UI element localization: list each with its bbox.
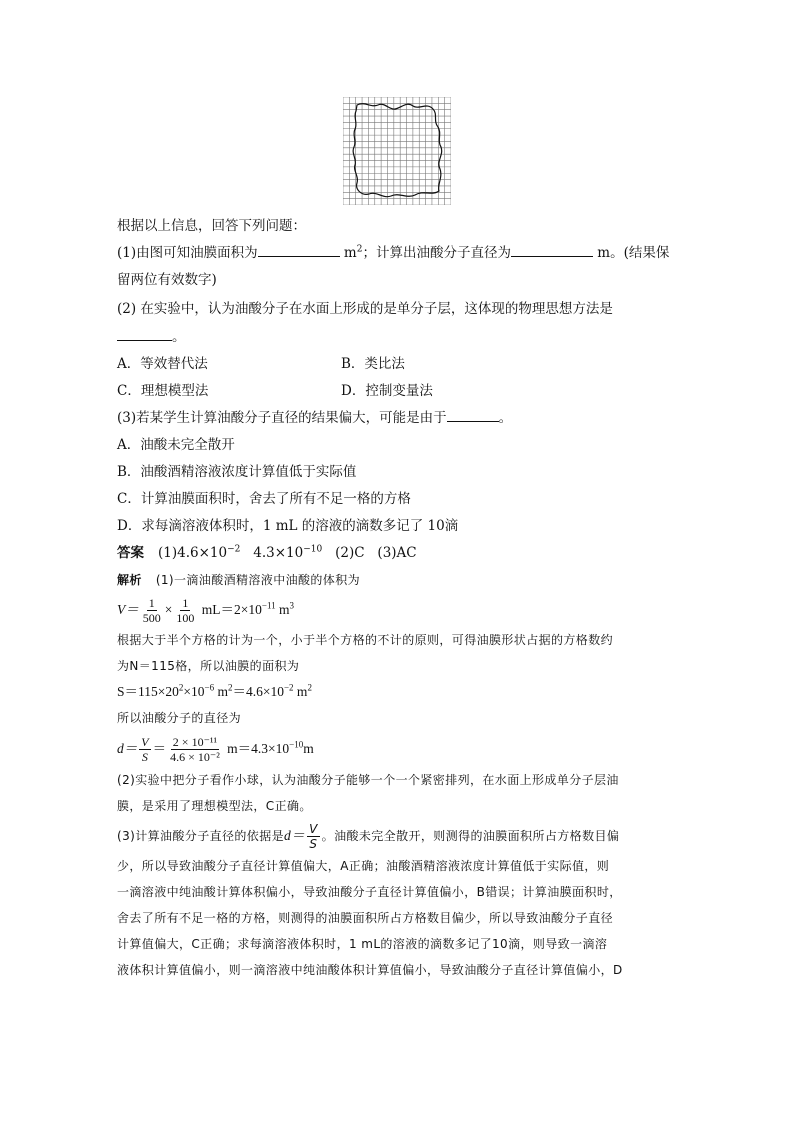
analysis-l7b: 。油酸未完全散开，则测得的油膜面积所占方格数目偏 xyxy=(321,829,620,843)
equation-diameter xyxy=(117,731,685,767)
q3-option-c[interactable]: C．计算油膜面积时，舍去了所有不足一格的方格 xyxy=(117,491,411,507)
eqV-frac-2 xyxy=(174,596,196,625)
eqd-rhs-sup: −10 xyxy=(289,739,304,750)
question-1-line-1 xyxy=(117,240,685,267)
q3-option-a[interactable]: A．油酸未完全散开 xyxy=(117,437,235,453)
analysis-l7-lhs: d＝ xyxy=(284,828,306,843)
question-content xyxy=(117,213,685,983)
eqV-times: × xyxy=(164,602,173,617)
eqV-f1-num: 1 xyxy=(148,596,155,611)
answer-p3: (2)C xyxy=(335,545,365,561)
eqd-rhs: m＝4.3×10 xyxy=(227,741,290,756)
eqS-d-sup: −2 xyxy=(283,682,294,693)
q2-option-c[interactable]: C．理想模型法 xyxy=(117,383,209,399)
eqV-unit: m xyxy=(279,602,290,617)
q3-option-b[interactable]: B．油酸酒精溶液浓度计算值低于实际值 xyxy=(117,464,357,480)
question-intro: 根据以上信息，回答下列问题： xyxy=(117,218,306,234)
oil-film-outline xyxy=(353,104,442,197)
q1-text-a: (1)由图可知油膜面积为 xyxy=(117,245,258,261)
question-2-line-2 xyxy=(117,324,685,351)
analysis-l7-num: V xyxy=(309,822,318,836)
q2-option-d[interactable]: D．控制变量法 xyxy=(341,383,433,399)
q2-option-b[interactable]: B．类比法 xyxy=(341,356,405,372)
eqV-f2-den: 100 xyxy=(176,611,195,626)
q3-end: 。 xyxy=(498,410,513,426)
question-2-options-row-2 xyxy=(117,378,685,405)
eqd-f1-den: S xyxy=(141,750,148,765)
analysis-l1: (1)一滴油酸酒精溶液中油酸的体积为 xyxy=(155,573,361,587)
analysis-line-10: 舍去了所有不足一格的方格，则测得的油膜面积所占方格数目偏少，所以导致油酸分子直径 xyxy=(117,911,614,925)
eqd-f2-den: 4.6 × 10⁻² xyxy=(170,750,220,765)
analysis-l7-den: S xyxy=(309,837,318,851)
eqS-d: ＝4.6×10 xyxy=(232,684,284,699)
eqS-e: m xyxy=(296,684,308,699)
eqd-frac-2 xyxy=(168,735,222,764)
answer-label: 答案 xyxy=(117,545,144,561)
eqV-lhs: V＝ xyxy=(117,602,139,617)
analysis-line-5: (2)实验中把分子看作小球，认为油酸分子能够一个一个紧密排列，在水面上形成单分子层油 xyxy=(117,773,619,787)
answer-blank-q3 xyxy=(447,408,499,422)
analysis-line-3: 为N＝115格，所以油膜的面积为 xyxy=(117,659,300,673)
eqS-a: S＝115×20 xyxy=(117,684,179,699)
eqd-unit: m xyxy=(303,741,314,756)
answer-p4: (3)AC xyxy=(377,545,417,561)
q3-stem-text: (3)若某学生计算油酸分子直径的结果偏大，可能是由于 xyxy=(117,410,447,426)
answer-p1-sup: −2 xyxy=(227,544,241,555)
eqd-f1-num: V xyxy=(141,735,149,750)
q1-unit-area-sup: 2 xyxy=(356,244,363,255)
q1-text-d: m。(结果保 xyxy=(597,245,670,261)
question-1-line-2: 留两位有效数字) xyxy=(117,272,217,288)
equation-area xyxy=(117,679,685,705)
analysis-line-8: 少，所以导致油酸分子直径计算值偏大，A正确；油酸酒精溶液浓度计算值低于实际值，则 xyxy=(117,859,610,873)
analysis-line-1 xyxy=(117,567,685,593)
analysis-line-2: 根据大于半个方格的计为一个，小于半个方格的不计的原则，可得油膜形状占据的方格数约 xyxy=(117,633,614,647)
q2-option-a[interactable]: A．等效替代法 xyxy=(117,356,208,372)
eqS-c: m xyxy=(217,684,228,699)
q1-unit-area: m xyxy=(343,245,357,261)
question-2-line-1: (2) 在实验中，认为油酸分子在水面上形成的是单分子层，这体现的物理思想方法是 xyxy=(117,301,613,317)
q1-text-c: ；计算出油酸分子直径为 xyxy=(362,245,511,261)
answer-p2-sup: −10 xyxy=(303,544,323,555)
analysis-line-7 xyxy=(117,819,685,853)
eqV-f2-num: 1 xyxy=(182,596,189,611)
analysis-line-6: 膜，是采用了理想模型法，C正确。 xyxy=(117,799,312,813)
eqd-eq: ＝ xyxy=(152,741,167,756)
eqV-f1-den: 500 xyxy=(142,611,161,626)
oil-film-grid-figure xyxy=(343,97,451,205)
analysis-l7a: (3)计算油酸分子直径的依据是 xyxy=(117,829,284,843)
answer-p1: (1)4.6×10 xyxy=(158,545,228,561)
eqS-b: ×10 xyxy=(183,684,205,699)
q2-end: 。 xyxy=(172,329,186,345)
q3-option-d[interactable]: D．求每滴溶液体积时，1 mL 的溶液的滴数多记了 10滴 xyxy=(117,518,459,534)
eqd-f2-num: 2 × 10⁻¹¹ xyxy=(172,735,218,750)
eqV-frac-1 xyxy=(141,596,163,625)
eqV-rhs-sup: −11 xyxy=(261,600,276,611)
answer-blank-q2 xyxy=(117,327,172,341)
analysis-label: 解析 xyxy=(117,573,142,587)
eqV-rhs: mL＝2×10 xyxy=(201,602,262,617)
question-3-stem xyxy=(117,405,685,432)
eqd-frac-1 xyxy=(139,735,150,764)
answer-blank-area xyxy=(258,243,340,257)
analysis-line-12: 液体积计算值偏小，则一滴溶液中纯油酸体积计算值偏小，导致油酸分子直径计算值偏小，D xyxy=(117,963,623,977)
analysis-line-11: 计算值偏大，C正确；求每滴溶液体积时，1 mL的溶液的滴数多记了10滴，则导致一滴溶 xyxy=(117,937,608,951)
answer-blank-diameter xyxy=(511,243,593,257)
eqS-c-sup: 2 xyxy=(227,682,233,693)
analysis-l7-frac xyxy=(307,822,320,851)
analysis-line-9: 一滴溶液中纯油酸计算体积偏小，导致油酸分子直径计算值偏小，B错误；计算油膜面积时， xyxy=(117,885,622,899)
eqd-lhs: d＝ xyxy=(117,741,138,756)
question-2-options-row-1 xyxy=(117,351,685,378)
eqS-e-sup: 2 xyxy=(307,682,312,693)
eqS-b-sup: −6 xyxy=(204,682,215,693)
eqV-unit-sup: 3 xyxy=(289,600,295,611)
answer-line xyxy=(117,540,685,567)
analysis-line-4: 所以油酸分子的直径为 xyxy=(117,711,242,725)
eqS-a-sup: 2 xyxy=(178,682,184,693)
answer-p2: 4.3×10 xyxy=(253,545,304,561)
equation-volume xyxy=(117,593,685,627)
